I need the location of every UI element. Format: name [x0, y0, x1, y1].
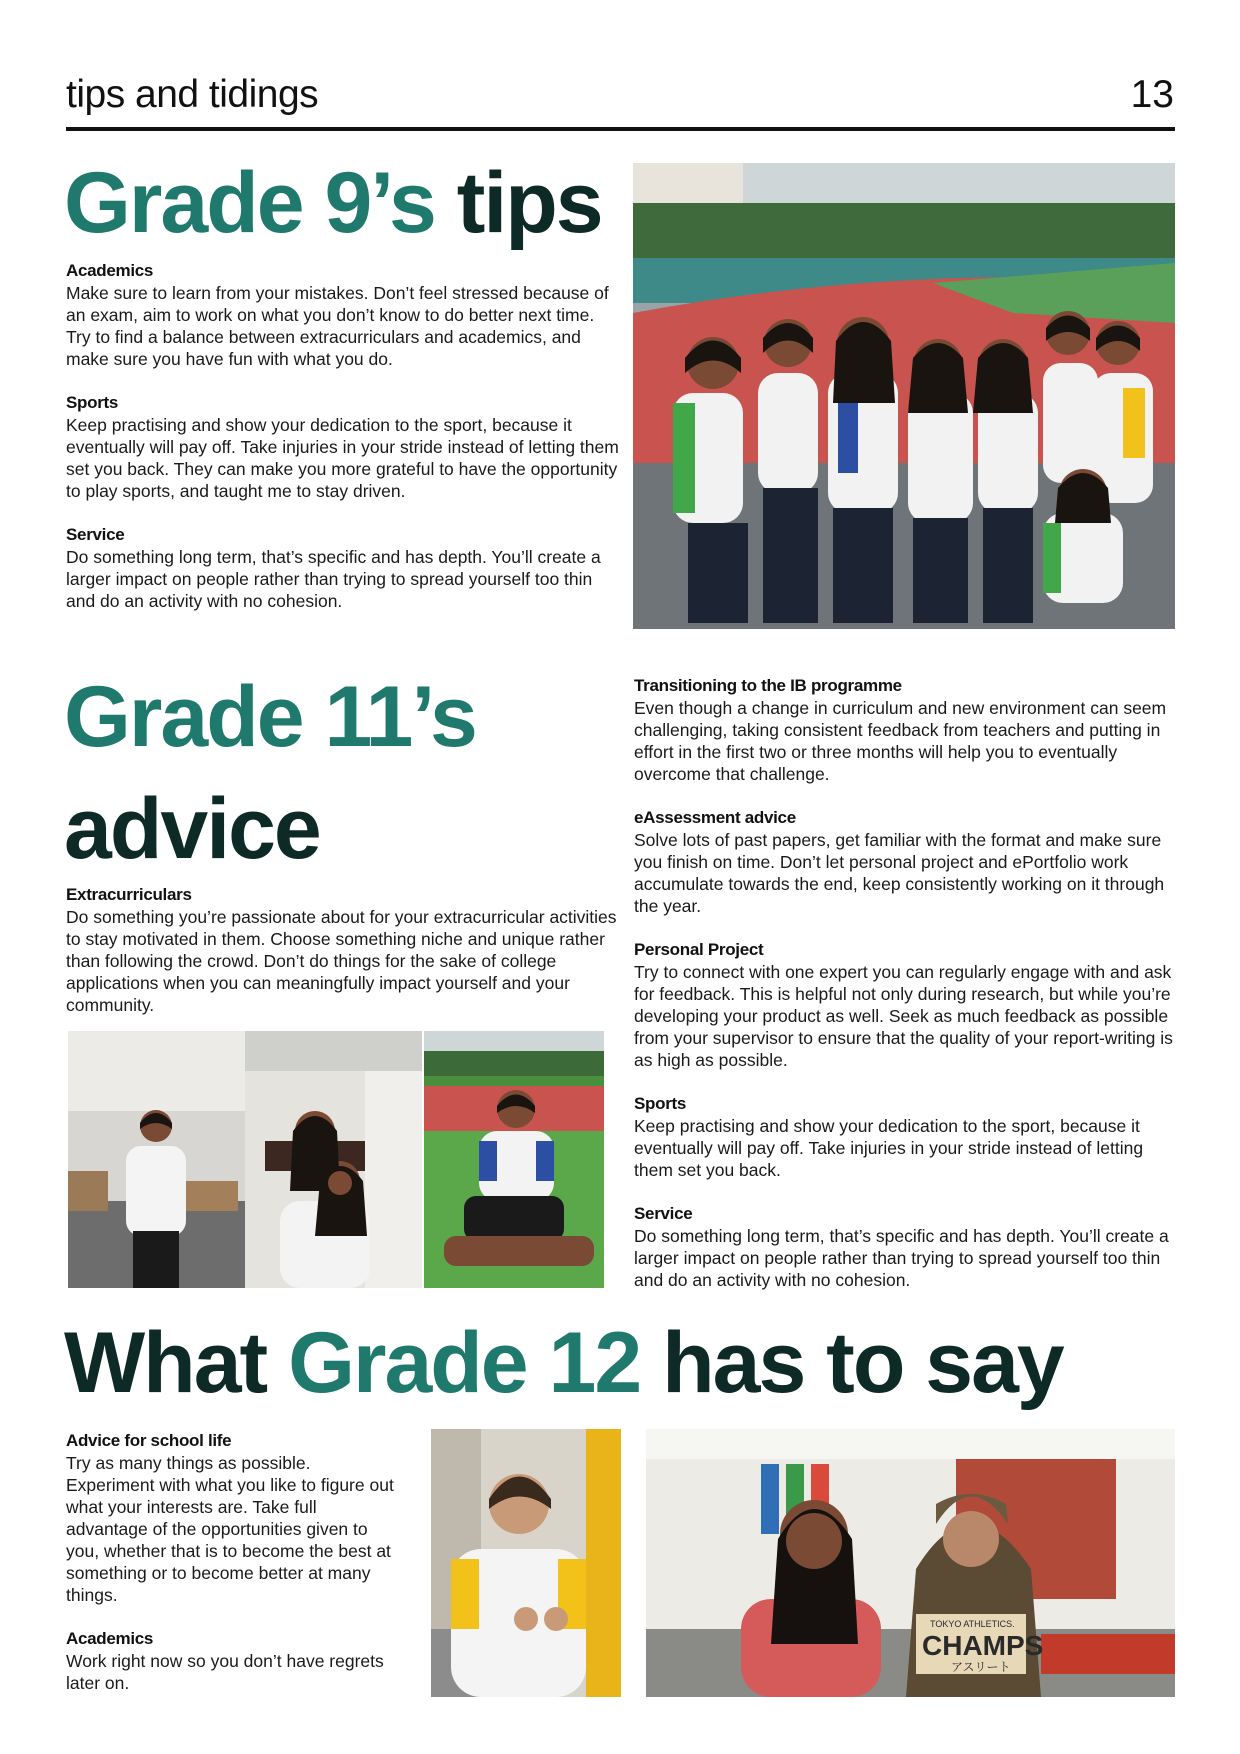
section-text: Try to connect with one expert you can regularly engage with and ask for feedback. This is helpful not only during research, but while you’re developing your product as well. Seek as much feedback as possible from your supervisor to ensure that the quality of your report-writing is as high as possible. — [634, 962, 1173, 1070]
grade9-title-part1: Grade 9’s — [64, 155, 435, 251]
section-heading: Personal Project — [634, 940, 764, 959]
grade12-section-academics — [66, 1628, 401, 1694]
grade11-section-transition — [634, 675, 1179, 785]
grade9-group-photo — [633, 163, 1175, 629]
grade12-section-school-life — [66, 1430, 401, 1606]
section-text: Keep practising and show your dedication to the sport, because it eventually will pay off. Take injuries in your stride instead of letting them set you back. — [634, 1116, 1144, 1180]
grade9-title-part2: tips — [456, 155, 602, 251]
section-heading: Service — [634, 1204, 693, 1223]
section-heading: Advice for school life — [66, 1431, 232, 1450]
section-heading: Sports — [66, 393, 119, 412]
grade11-photo-2 — [245, 1031, 422, 1288]
section-heading: Service — [66, 525, 125, 544]
grade11-right-sections — [634, 675, 1179, 1313]
grade12-title-part3: has to say — [662, 1315, 1063, 1411]
section-text: Keep practising and show your dedication to the sport, because it eventually will pay off. Take injuries in your stride instead of letting them set you back. They can make you more grateful to have the opportunity to play sports, and taught me to stay driven. — [66, 415, 619, 501]
section-heading: Academics — [66, 261, 154, 280]
grade12-photo-1 — [431, 1429, 621, 1697]
grade11-section-sports — [634, 1093, 1179, 1181]
shirt-print-champs: CHAMPS — [922, 1630, 1044, 1661]
section-heading: eAssessment advice — [634, 808, 796, 827]
section-text: Make sure to learn from your mistakes. Don’t feel stressed because of an exam, aim to work on what you don’t know to do better next time. Try to find a balance between extracurriculars and academics, and make sure you have fun with what you do. — [66, 283, 609, 369]
shirt-print-text: TOKYO ATHLETICS. — [930, 1619, 1015, 1629]
grade11-title-part2: advice — [64, 781, 320, 877]
grade11-photo-3 — [424, 1031, 604, 1288]
grade11-section-eassessment — [634, 807, 1179, 917]
grade11-photo-1 — [68, 1031, 245, 1288]
section-heading: Academics — [66, 1629, 154, 1648]
header-rule — [66, 127, 1175, 131]
grade11-title-part1: Grade 11’s — [64, 669, 476, 765]
section-text: Do something long term, that’s specific and has depth. You’ll create a larger impact on people rather than trying to spread yourself too thin and do an activity with no cohesion. — [634, 1226, 1169, 1290]
section-text: Do something long term, that’s specific and has depth. You’ll create a larger impact on people rather than trying to spread yourself too thin and do an activity with no cohesion. — [66, 547, 601, 611]
grade12-photo-2 — [646, 1429, 1175, 1697]
grade11-section-service — [634, 1203, 1179, 1291]
grade12-title-part2: Grade 12 — [288, 1315, 641, 1411]
section-text: Do something you’re passionate about for your extracurricular activities to stay motivated in them. Choose something niche and unique rather than following the crowd. Don’t do things for the sake of college applications when you can meaningfully impact yourself and your community. — [66, 907, 617, 1015]
section-text: Try as many things as possible. Experiment with what you like to figure out what your interests are. Take full advantage of the opportunities given to you, whether that is to become the best at something or to become better at many things. — [66, 1453, 394, 1605]
shirt-print-japanese: アスリート — [951, 1660, 1011, 1674]
grade9-title — [64, 155, 602, 251]
section-heading: Transitioning to the IB programme — [634, 676, 902, 695]
section-header-title: tips and tidings — [66, 73, 319, 116]
grade12-title-part1: What — [64, 1315, 267, 1411]
grade9-sections — [66, 260, 621, 634]
grade12-sections — [66, 1430, 401, 1716]
section-text: Even though a change in curriculum and new environment can seem challenging, taking consistent feedback from teachers and putting in effort in the first two or three months will help you to eventually overcome that challenge. — [634, 698, 1167, 784]
grade9-section-service — [66, 524, 621, 612]
grade11-left-sections — [66, 884, 621, 1038]
grade12-title — [64, 1315, 1063, 1411]
grade11-section-extracurriculars — [66, 884, 621, 1016]
section-text: Work right now so you don’t have regrets later on. — [66, 1651, 384, 1693]
section-heading: Sports — [634, 1094, 687, 1113]
grade11-section-personal-project — [634, 939, 1179, 1071]
page-number: 13 — [1130, 73, 1174, 116]
grade9-section-sports — [66, 392, 621, 502]
section-text: Solve lots of past papers, get familiar with the format and make sure you finish on time. Don’t let personal project and ePortfolio work accumulate towards the end, keep consistently working on it through the year. — [634, 830, 1165, 916]
section-heading: Extracurriculars — [66, 885, 192, 904]
grade9-section-academics — [66, 260, 621, 370]
